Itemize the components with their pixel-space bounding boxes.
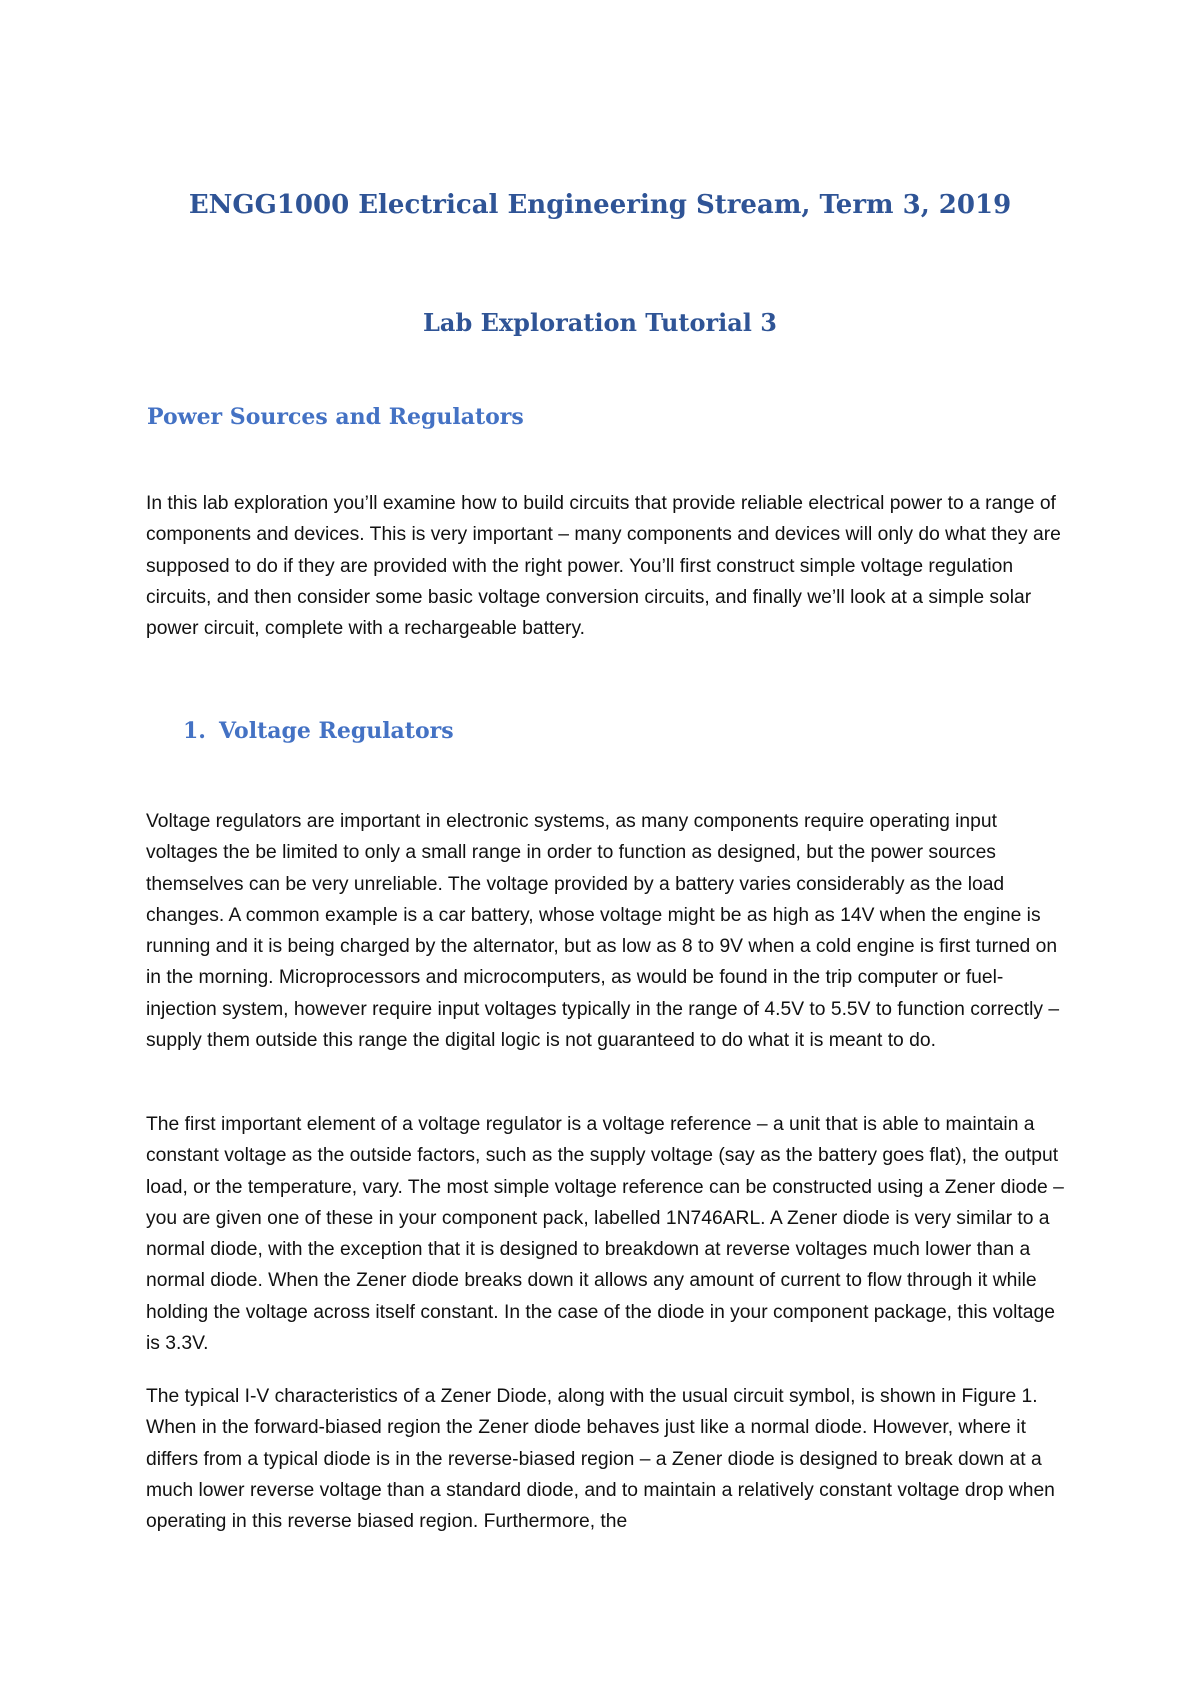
- document-title: ENGG1000 Electrical Engineering Stream, Term 3, 2019: [188, 190, 1012, 220]
- section-title: Voltage Regulators: [219, 718, 454, 744]
- body-paragraph-1: Voltage regulators are important in electronic systems, as many components require operating input voltages the be limited to only a small range in order to function as designed, but the power sources themselves can be very unreliable. The voltage provided by a battery varies considerably as the load changes. A common example is a car battery, whose voltage might be as high as 14V when the engine is running and it is being charged by the alternator, but as low as 8 to 9V when a cold engine is first turned on in the morning. Microprocessors and microcomputers, as would be found in the trip computer or fuel-injection system, however require input voltages typically in the range of 4.5V to 5.5V to function correctly – supply them outside this range the digital logic is not guaranteed to do what it is meant to do.: [146, 811, 1060, 1052]
- section-number: 1.: [183, 718, 206, 744]
- section-heading-power-sources: Power Sources and Regulators: [147, 404, 524, 430]
- intro-paragraph: In this lab exploration you’ll examine how to build circuits that provide reliable electrical power to a range of components and devices. This is very important – many components and devices will only do what they are supposed to do if they are provided with the right power. You’ll first construct simple voltage regulation circuits, and then consider some basic voltage conversion circuits, and finally we’ll look at a simple solar power circuit, complete with a rechargeable battery.: [146, 493, 1061, 640]
- section-heading-voltage-regulators: [183, 718, 454, 744]
- body-paragraph-3: The typical I-V characteristics of a Zener Diode, along with the usual circuit symbol, is shown in Figure 1. When in the forward-biased region the Zener diode behaves just like a normal diode. However, where it differs from a typical diode is in the reverse-biased region – a Zener diode is designed to break down at a much lower reverse voltage than a standard diode, and to maintain a relatively constant voltage drop when operating in this reverse biased region. Furthermore, the: [146, 1386, 1055, 1533]
- body-paragraph-2: The first important element of a voltage regulator is a voltage reference – a unit that is able to maintain a constant voltage as the outside factors, such as the supply voltage (say as the battery goes flat), the output load, or the temperature, vary. The most simple voltage reference can be constructed using a Zener diode – you are given one of these in your component pack, labelled 1N746ARL. A Zener diode is very similar to a normal diode, with the exception that it is designed to breakdown at reverse voltages much lower than a normal diode. When the Zener diode breaks down it allows any amount of current to flow through it while holding the voltage across itself constant. In the case of the diode in your component package, this voltage is 3.3V.: [146, 1114, 1064, 1355]
- document-subtitle: Lab Exploration Tutorial 3: [423, 308, 777, 337]
